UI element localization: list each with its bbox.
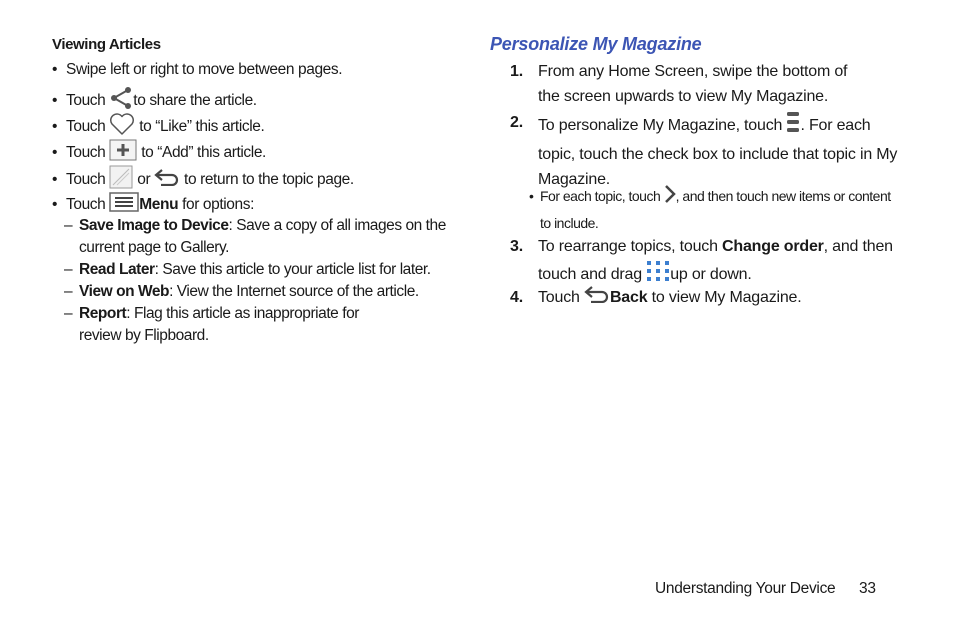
step-text: up or down. [670,266,752,284]
bullet-text: to “Add” this article. [141,144,266,162]
change-order-label: Change order [722,238,824,255]
add-icon [109,139,137,167]
option-text: : Save a copy of all images on the current page to Gallery. [79,217,446,256]
step-text: to view My Magazine. [651,289,802,307]
bullet-text: to “Like” this article. [139,118,265,136]
option-report: – Report: Flag this article as inappropriate for review by Flipboard. [64,305,359,344]
step-2 [510,110,910,192]
bullet-text: to share the article. [133,92,257,110]
back-icon [584,285,610,311]
bullet-text: Touch [66,118,106,136]
option-save-image: – Save Image to Device: Save a copy of all images on the current page to Gallery. [64,217,446,256]
bullet-text: Touch [66,196,106,214]
section-heading-personalize: Personalize My Magazine [490,34,702,54]
more-options-icon [786,110,800,142]
bullet-add: • Touch to “Add” this article. [52,139,266,167]
or-text: or [137,171,151,189]
step-1 [510,59,910,109]
back-icon [154,168,180,192]
sub-bullet-text: For each topic, touch [540,188,661,205]
back-label: Back [609,289,648,307]
bullet-text: Swipe left or right to move between pages. [66,61,343,78]
bullet-text: Touch [66,144,106,162]
step-number: 3. [510,238,523,255]
option-read-later: – Read Later: Save this article to your article list for later. [64,261,431,278]
bullet-swipe: • Swipe left or right to move between pages. [52,61,343,78]
step-number: 2. [510,114,523,131]
step-number: 1. [510,63,523,80]
step-text: . For each topic, touch the check box to include that topic in My Magazine. [538,117,898,188]
page-number: 33 [859,580,876,597]
bullet-text: for options: [182,196,254,214]
menu-label: Menu [139,196,179,214]
bullet-text: Touch [66,171,106,189]
step-3 [510,234,910,291]
chevron-right-icon [664,184,676,211]
bullet-return: • Touch or to return to the topic page. [52,165,354,195]
bullet-text: to return to the topic page. [184,171,354,189]
footer-section-title: Understanding Your Device [655,580,836,597]
step-number: 4. [510,289,523,306]
option-text: : Save this article to your article list for later. [154,261,431,278]
option-text: : View the Internet source of the article. [169,283,419,300]
step-4 [510,285,910,311]
bullet-share: • Touch to share the article. [52,86,257,116]
step-text: To personalize My Magazine, touch [538,117,783,135]
step-text: Touch [538,289,580,307]
step-text: From any Home Screen, swipe the bottom of [538,63,848,80]
bullet-like: • Touch to “Like” this article. [52,112,264,142]
option-label: View on Web [79,283,170,300]
bullet-text: Touch [66,92,106,110]
section-heading-viewing-articles: Viewing Articles [52,36,161,53]
option-label: Read Later [79,261,155,278]
option-view-on-web: – View on Web: View the Internet source of the article. [64,283,419,300]
heart-icon [109,112,135,142]
page-corner-icon [109,165,133,195]
step-text: the screen upwards to view My Magazine. [538,88,829,105]
sub-bullet-text: , and then touch new items or content to include. [540,188,891,231]
option-label: Report [79,305,127,322]
step-2-sub-bullet: • For each topic, touch , and then touch new items or content to include. [540,184,900,235]
option-text: : Flag this article as inappropriate for review by Flipboard. [79,305,359,344]
bullet-menu: • Touch Menu for options: [52,192,254,218]
step-text: To rearrange topics, touch [538,238,718,255]
step-text: , and then touch and drag [538,238,893,284]
option-label: Save Image to Device [79,217,229,234]
